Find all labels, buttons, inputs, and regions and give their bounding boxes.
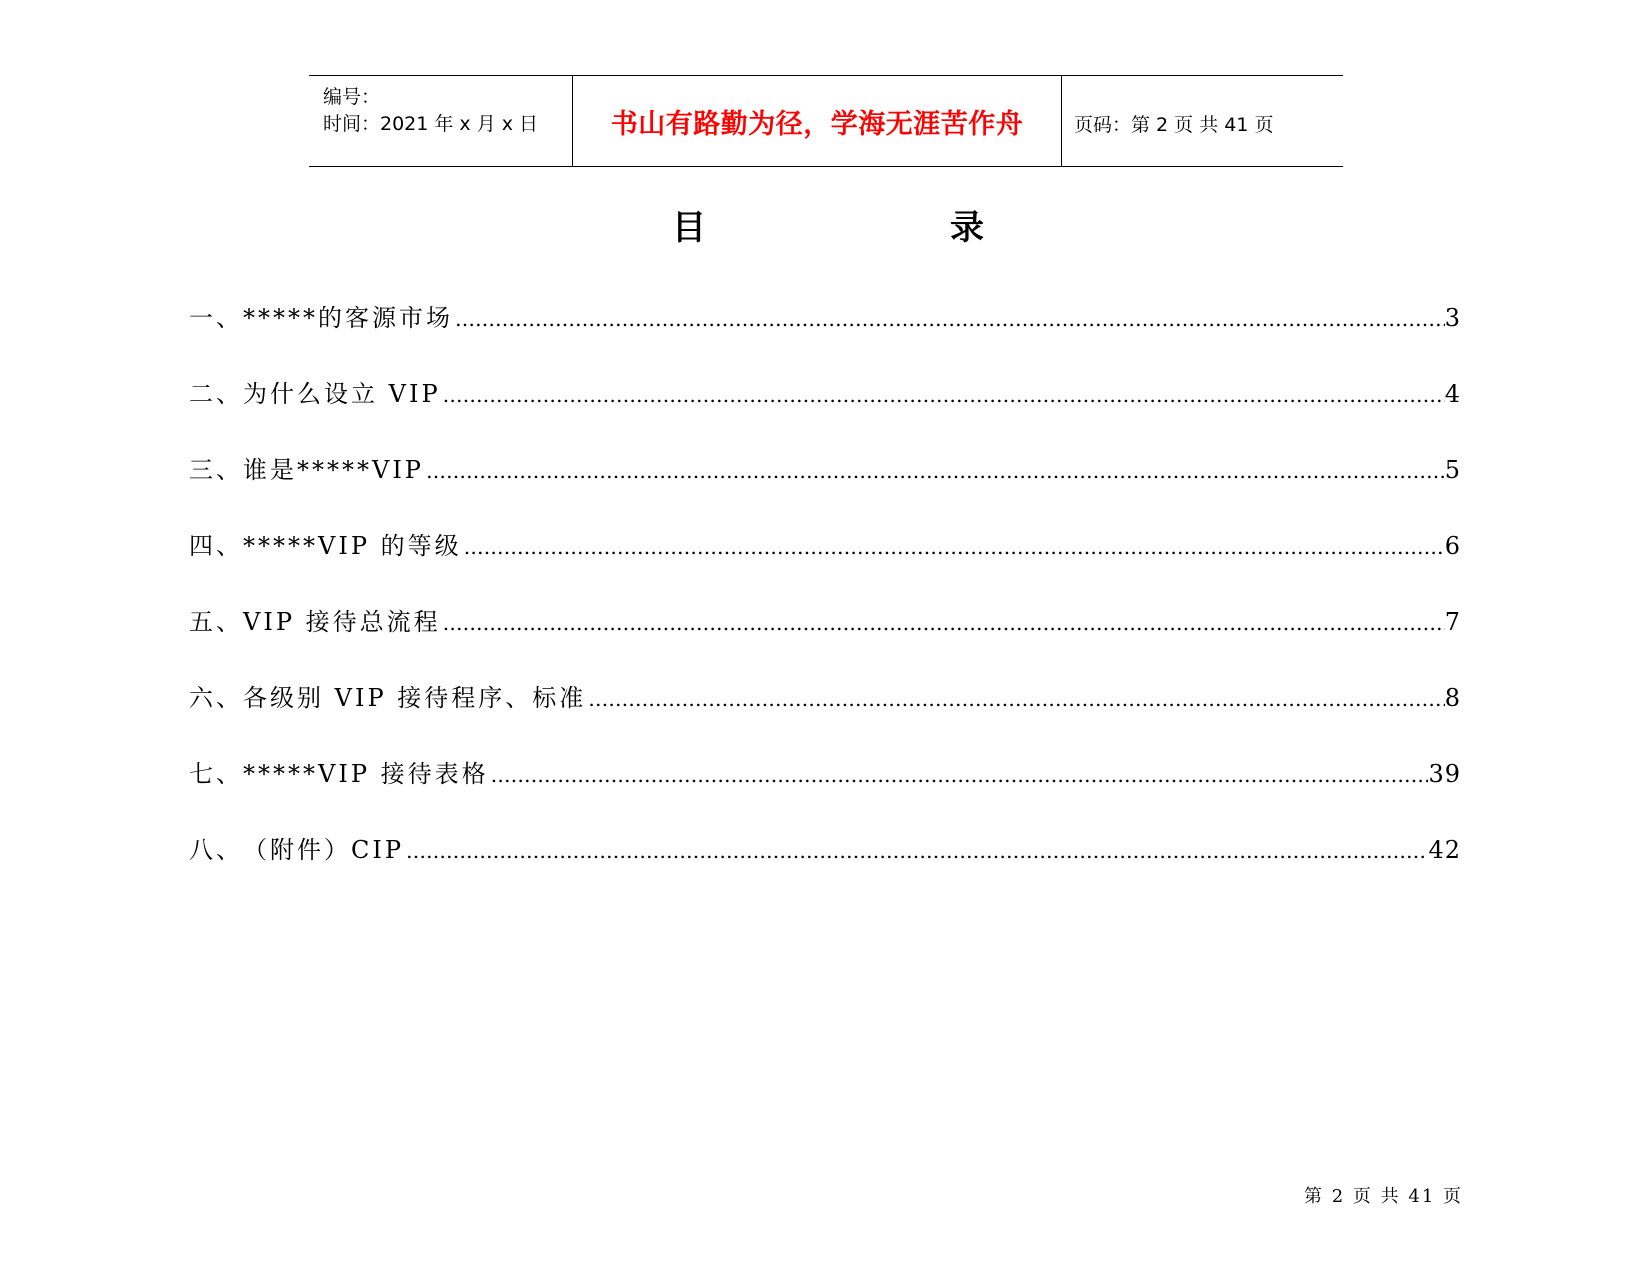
toc-entry-leader xyxy=(424,459,1445,483)
motto-text: 书山有路勤为径，学海无涯苦作舟 xyxy=(610,108,1024,140)
toc-entry-title: *****VIP 的等级 xyxy=(243,532,462,560)
number-label: 编号： xyxy=(323,86,381,108)
toc-entry-leader xyxy=(586,687,1445,711)
toc-entry-leader xyxy=(441,383,1445,407)
toc-entry-leader xyxy=(404,839,1428,863)
header-meta-cell xyxy=(309,76,573,166)
toc-entry-number: 七、 xyxy=(189,760,243,788)
toc-entry-page: 5 xyxy=(1444,456,1461,484)
toc-entry-number: 二、 xyxy=(189,380,243,408)
toc-entry-leader xyxy=(489,763,1429,787)
toc-entry[interactable] xyxy=(189,298,1461,334)
toc-entry-leader xyxy=(441,611,1445,635)
page-title xyxy=(0,200,1651,250)
toc-entry[interactable] xyxy=(189,830,1461,866)
header-motto-cell xyxy=(573,76,1062,166)
toc-entry-page: 42 xyxy=(1428,836,1461,864)
toc-entry-page: 4 xyxy=(1444,380,1461,408)
header-page-info: 页码：第 2 页 共 41 页 xyxy=(1074,114,1274,136)
toc-entry[interactable] xyxy=(189,450,1461,486)
toc-entry-title: 各级别 VIP 接待程序、标准 xyxy=(243,684,587,712)
toc-entry-title: VIP 接待总流程 xyxy=(243,608,441,636)
toc-entry-title: 为什么设立 VIP xyxy=(243,380,441,408)
toc-entry-page: 8 xyxy=(1444,684,1461,712)
toc-entry-title: （附件）CIP xyxy=(243,836,404,864)
title-char-1: 目 xyxy=(672,208,706,248)
page-footer: 第 2 页 共 41 页 xyxy=(1304,1186,1463,1207)
toc-entry-title: 谁是*****VIP xyxy=(243,456,424,484)
toc-entry[interactable] xyxy=(189,526,1461,562)
toc-entry-number: 四、 xyxy=(189,532,243,560)
toc-entry-page: 6 xyxy=(1444,532,1461,560)
toc-entry[interactable] xyxy=(189,374,1461,410)
toc-entry-number: 六、 xyxy=(189,684,243,712)
toc-entry-page: 3 xyxy=(1444,304,1461,332)
header-page-cell xyxy=(1062,76,1343,166)
toc-entry-leader xyxy=(462,535,1445,559)
time-label: 时间：2021 年 x 月 x 日 xyxy=(323,113,539,135)
toc-entry-title: *****VIP 接待表格 xyxy=(243,760,489,788)
toc-entry-title: *****的客源市场 xyxy=(243,304,453,332)
toc-entry-number: 一、 xyxy=(189,304,243,332)
toc-entry[interactable] xyxy=(189,754,1461,790)
toc-entry-page: 39 xyxy=(1428,760,1461,788)
toc-entry[interactable] xyxy=(189,602,1461,638)
document-header xyxy=(309,75,1343,167)
toc-entry-number: 五、 xyxy=(189,608,243,636)
toc-entry-number: 三、 xyxy=(189,456,243,484)
toc-entry-page: 7 xyxy=(1444,608,1461,636)
toc-entry-leader xyxy=(453,307,1445,331)
title-char-2: 录 xyxy=(950,208,984,248)
toc-entry-number: 八、 xyxy=(189,836,243,864)
toc-entry[interactable] xyxy=(189,678,1461,714)
